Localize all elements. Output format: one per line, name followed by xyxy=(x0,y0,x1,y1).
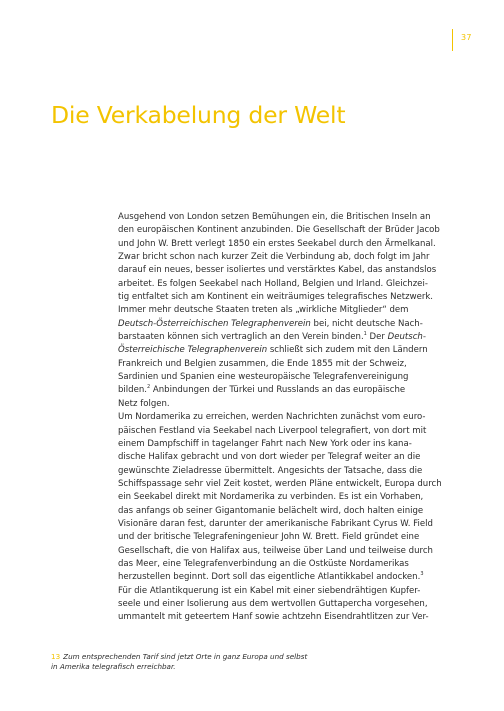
body-line xyxy=(118,358,464,371)
footnote-line-1 xyxy=(51,652,451,662)
body-line xyxy=(118,398,464,411)
body-text-segment: ein Seekabel direkt mit Nordamerika zu verbinden. Es ist ein Vorhaben, xyxy=(118,492,424,503)
body-line xyxy=(118,598,464,611)
emphasis-text: Deutsch- xyxy=(387,332,426,343)
emphasis-text: Österreichische Telegraphenverein xyxy=(118,345,268,356)
body-text-segment: schließt sich zudem mit den Ländern xyxy=(267,345,428,356)
body-line xyxy=(118,224,464,237)
body-text-segment: und der britische Telegrafeningenieur John W. Brett. Field gründet eine xyxy=(118,532,420,543)
body-line xyxy=(118,491,464,504)
body-text-segment: Zwar bricht schon nach kurzer Zeit die Verbindung ab, doch folgt im Jahr xyxy=(118,252,430,263)
body-text-segment: das anfangs ob seiner Gigantomanie belächelt wird, doch halten einige xyxy=(118,505,424,516)
body-text-segment: päischen Festland via Seekabel nach Liverpool telegrafiert, von dort mit xyxy=(118,425,427,436)
body-text-segment: Um Nordamerika zu erreichen, werden Nachrichten zunächst vom euro- xyxy=(118,412,426,423)
body-line xyxy=(118,278,464,291)
body-text-segment: ummantelt mit geteertem Hanf sowie achtzehn Eisendrahtlitzen zur Ver- xyxy=(118,612,429,623)
page-number: 37 xyxy=(461,33,472,42)
body-line xyxy=(118,344,464,357)
body-line xyxy=(118,251,464,264)
body-line xyxy=(118,304,464,317)
body-text-segment: barstaaten können sich vertraglich an den Verein binden. xyxy=(118,332,364,343)
body-text-segment: bilden. xyxy=(118,385,147,396)
body-line xyxy=(118,585,464,598)
body-text-segment: seele und einer Isolierung aus dem wertvollen Guttapercha vorgesehen, xyxy=(118,598,428,609)
body-text-segment: Netz folgen. xyxy=(118,398,170,409)
body-text-segment: herzustellen beginnt. Dort soll das eigentliche Atlantikkabel andocken. xyxy=(118,572,421,583)
body-text-segment: Frankreich und Belgien zusammen, die Ende 1855 mit der Schweiz, xyxy=(118,358,407,369)
footnote xyxy=(51,652,451,672)
page-title: Die Verkabelung der Welt xyxy=(51,101,346,129)
footnote-reference[interactable]: 1 xyxy=(363,331,367,338)
body-text-segment: und John W. Brett verlegt 1850 ein erstes Seekabel durch den Ärmelkanal. xyxy=(118,238,436,249)
footnote-number: 13 xyxy=(51,652,61,661)
body-text-segment: dische Halifax gebracht und von dort wieder per Telegraf weiter an die xyxy=(118,452,421,463)
page-number-divider xyxy=(452,29,453,51)
body-text-segment: Sardinien und Spanien eine westeuropäische Telegrafenvereinigung xyxy=(118,372,409,383)
body-line xyxy=(118,465,464,478)
body-line xyxy=(118,211,464,224)
body-line xyxy=(118,238,464,251)
footnote-reference[interactable]: 3 xyxy=(420,571,424,578)
body-line xyxy=(118,531,464,544)
body-line xyxy=(118,451,464,464)
body-text-segment: Anbindungen der Türkei und Russlands an das europäische xyxy=(150,385,406,396)
footnote-reference[interactable]: 2 xyxy=(147,384,151,391)
body-line xyxy=(118,264,464,277)
body-line xyxy=(118,611,464,624)
body-line xyxy=(118,384,464,397)
body-line xyxy=(118,438,464,451)
body-line xyxy=(118,318,464,331)
footnote-line-2: in Amerika telegrafisch erreichbar. xyxy=(51,662,176,671)
body-text-segment: Für die Atlantikquerung ist ein Kabel mit einer siebendrähtigen Kupfer- xyxy=(118,585,421,596)
body-text-segment: Schiffspassage sehr viel Zeit kostet, werden Pläne entwickelt, Europa durch xyxy=(118,478,442,489)
body-line xyxy=(118,411,464,424)
body-line xyxy=(118,571,464,584)
body-text-segment: tig entfaltet sich am Kontinent ein weiträumiges telegrafisches Netzwerk. xyxy=(118,292,434,303)
body-text-segment: das Meer, eine Telegrafenverbindung an die Ostküste Nordamerikas xyxy=(118,558,409,569)
body-text-segment: Gesellschaft, die von Halifax aus, teilweise über Land und teilweise durch xyxy=(118,545,433,556)
body-line xyxy=(118,558,464,571)
body-text-segment: darauf ein neues, besser isoliertes und verstärktes Kabel, das anstandslos xyxy=(118,265,437,276)
body-line xyxy=(118,291,464,304)
footnote-text-1: Zum entsprechenden Tarif sind jetzt Orte in ganz Europa und selbst xyxy=(63,652,308,661)
body-text-segment: Immer mehr deutsche Staaten treten als „wirkliche Mitglieder“ dem xyxy=(118,305,409,316)
body-line xyxy=(118,331,464,344)
body-line xyxy=(118,545,464,558)
body-line xyxy=(118,478,464,491)
body-text-segment: Visionäre daran fest, darunter der amerikanische Fabrikant Cyrus W. Field xyxy=(118,518,433,529)
body-line xyxy=(118,518,464,531)
emphasis-text: Deutsch-Österreichischen Telegraphenverein xyxy=(118,318,311,329)
body-text-segment: den europäischen Kontinent anzubinden. Die Gesellschaft der Brüder Jacob xyxy=(118,225,440,236)
body-line xyxy=(118,371,464,384)
body-text-segment: einem Dampfschiff in tagelanger Fahrt nach New York oder ins kana- xyxy=(118,438,412,449)
body-text-segment: gewünschte Zieladresse übermittelt. Angesichts der Tatsache, dass die xyxy=(118,465,423,476)
body-line xyxy=(118,425,464,438)
body-line xyxy=(118,505,464,518)
body-text xyxy=(118,211,464,625)
body-text-segment: arbeitet. Es folgen Seekabel nach Holland, Belgien und Irland. Gleichzei- xyxy=(118,278,428,289)
body-text-segment: Ausgehend von London setzen Bemühungen ein, die Britischen Inseln an xyxy=(118,212,431,222)
body-text-segment: bei, nicht deutsche Nach- xyxy=(310,318,423,329)
body-text-segment: Der xyxy=(366,332,388,343)
